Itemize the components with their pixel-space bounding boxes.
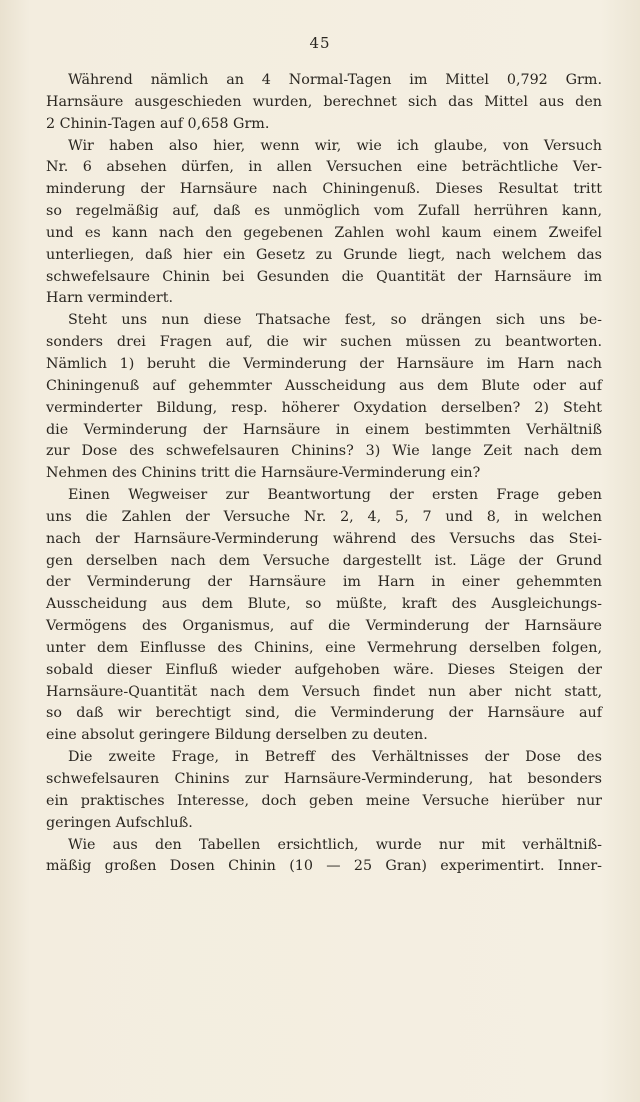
text-line: minderung der Harnsäure nach Chiningenuß. Dieses Resultat tritt (46, 181, 602, 198)
text-line: mäßig großen Dosen Chinin (10 — 25 Gran) experimentirt. Inner- (46, 858, 602, 875)
paragraph (46, 310, 602, 485)
text-line: Nr. 6 absehen dürfen, in allen Versuchen eine beträchtliche Ver- (46, 159, 602, 176)
text-line: Vermögens des Organismus, auf die Verminderung der Harnsäure (46, 618, 602, 635)
paragraph (46, 747, 602, 834)
text-line: nach der Harnsäure-Verminderung während des Versuchs das Stei- (46, 530, 602, 547)
text-line: Einen Wegweiser zur Beantwortung der ersten Frage geben (68, 487, 602, 504)
text-line: sonders drei Fragen auf, die wir suchen müssen zu beantworten. (46, 334, 602, 351)
text-line: die Verminderung der Harnsäure in einem bestimmten Verhältniß (46, 421, 602, 438)
text-line: und es kann nach den gegebenen Zahlen wohl kaum einem Zweifel (46, 224, 602, 241)
text-line: Harn vermindert. (46, 290, 174, 307)
text-line: Ausscheidung aus dem Blute, so müßte, kraft des Ausgleichungs- (46, 596, 602, 613)
text-line: ein praktisches Interesse, doch geben meine Versuche hierüber nur (46, 792, 602, 809)
text-line: schwefelsauren Chinins zur Harnsäure-Verminderung, hat besonders (46, 771, 602, 787)
text-line: gen derselben nach dem Versuche dargestellt ist. Läge der Grund (46, 552, 602, 569)
text-line: so daß wir berechtigt sind, die Verminderung der Harnsäure auf (46, 705, 602, 722)
text-line: Chiningenuß auf gehemmter Ausscheidung aus dem Blute oder auf (46, 377, 602, 394)
text-line: Nämlich 1) beruht die Verminderung der Harnsäure im Harn nach (46, 355, 602, 372)
text-line: Während nämlich an 4 Normal-Tagen im Mittel 0,792 Grm. (68, 72, 602, 88)
text-line: unter dem Einflusse des Chinins, eine Vermehrung derselben folgen, (46, 639, 602, 656)
text-line: eine absolut geringere Bildung derselben zu deuten. (46, 727, 428, 744)
text-line: Harnsäure ausgeschieden wurden, berechnet sich das Mittel aus den (46, 93, 602, 110)
text-line: schwefelsaure Chinin bei Gesunden die Quantität der Harnsäure im (46, 268, 602, 285)
paragraph (46, 70, 602, 136)
paragraph (46, 835, 602, 879)
paragraph (46, 136, 602, 311)
text-line: Wie aus den Tabellen ersichtlich, wurde nur mit verhältniß- (68, 836, 602, 853)
paragraph (46, 485, 602, 747)
text-line: Wir haben also hier, wenn wir, wie ich glaube, von Versuch (68, 137, 602, 154)
text-line: der Verminderung der Harnsäure im Harn in einer gehemmten (46, 574, 602, 591)
text-line: uns die Zahlen der Versuche Nr. 2, 4, 5, 7 und 8, in welchen (46, 508, 602, 525)
text-line: verminderter Bildung, resp. höherer Oxydation derselben? 2) Steht (46, 399, 602, 416)
text-line: Harnsäure-Quantität nach dem Versuch findet nun aber nicht statt, (46, 683, 602, 700)
text-line: sobald dieser Einfluß wieder aufgehoben wäre. Dieses Steigen der (46, 661, 602, 678)
text-line: 2 Chinin-Tagen auf 0,658 Grm. (46, 115, 270, 132)
text-line: zur Dose des schwefelsauren Chinins? 3) Wie lange Zeit nach dem (46, 443, 602, 460)
page-number: 45 (309, 34, 331, 52)
text-line: Steht uns nun diese Thatsache fest, so drängen sich uns be- (68, 312, 602, 329)
text-line: Nehmen des Chinins tritt die Harnsäure-Verminderung ein? (46, 465, 481, 482)
body-text (46, 70, 602, 878)
text-line: so regelmäßig auf, daß es unmöglich vom Zufall herrühren kann, (46, 203, 602, 220)
text-line: Die zweite Frage, in Betreff des Verhältnisses der Dose des (68, 749, 602, 766)
text-line: unterliegen, daß hier ein Gesetz zu Grunde liegt, nach welchem das (46, 246, 602, 263)
text-line: geringen Aufschluß. (46, 814, 193, 831)
